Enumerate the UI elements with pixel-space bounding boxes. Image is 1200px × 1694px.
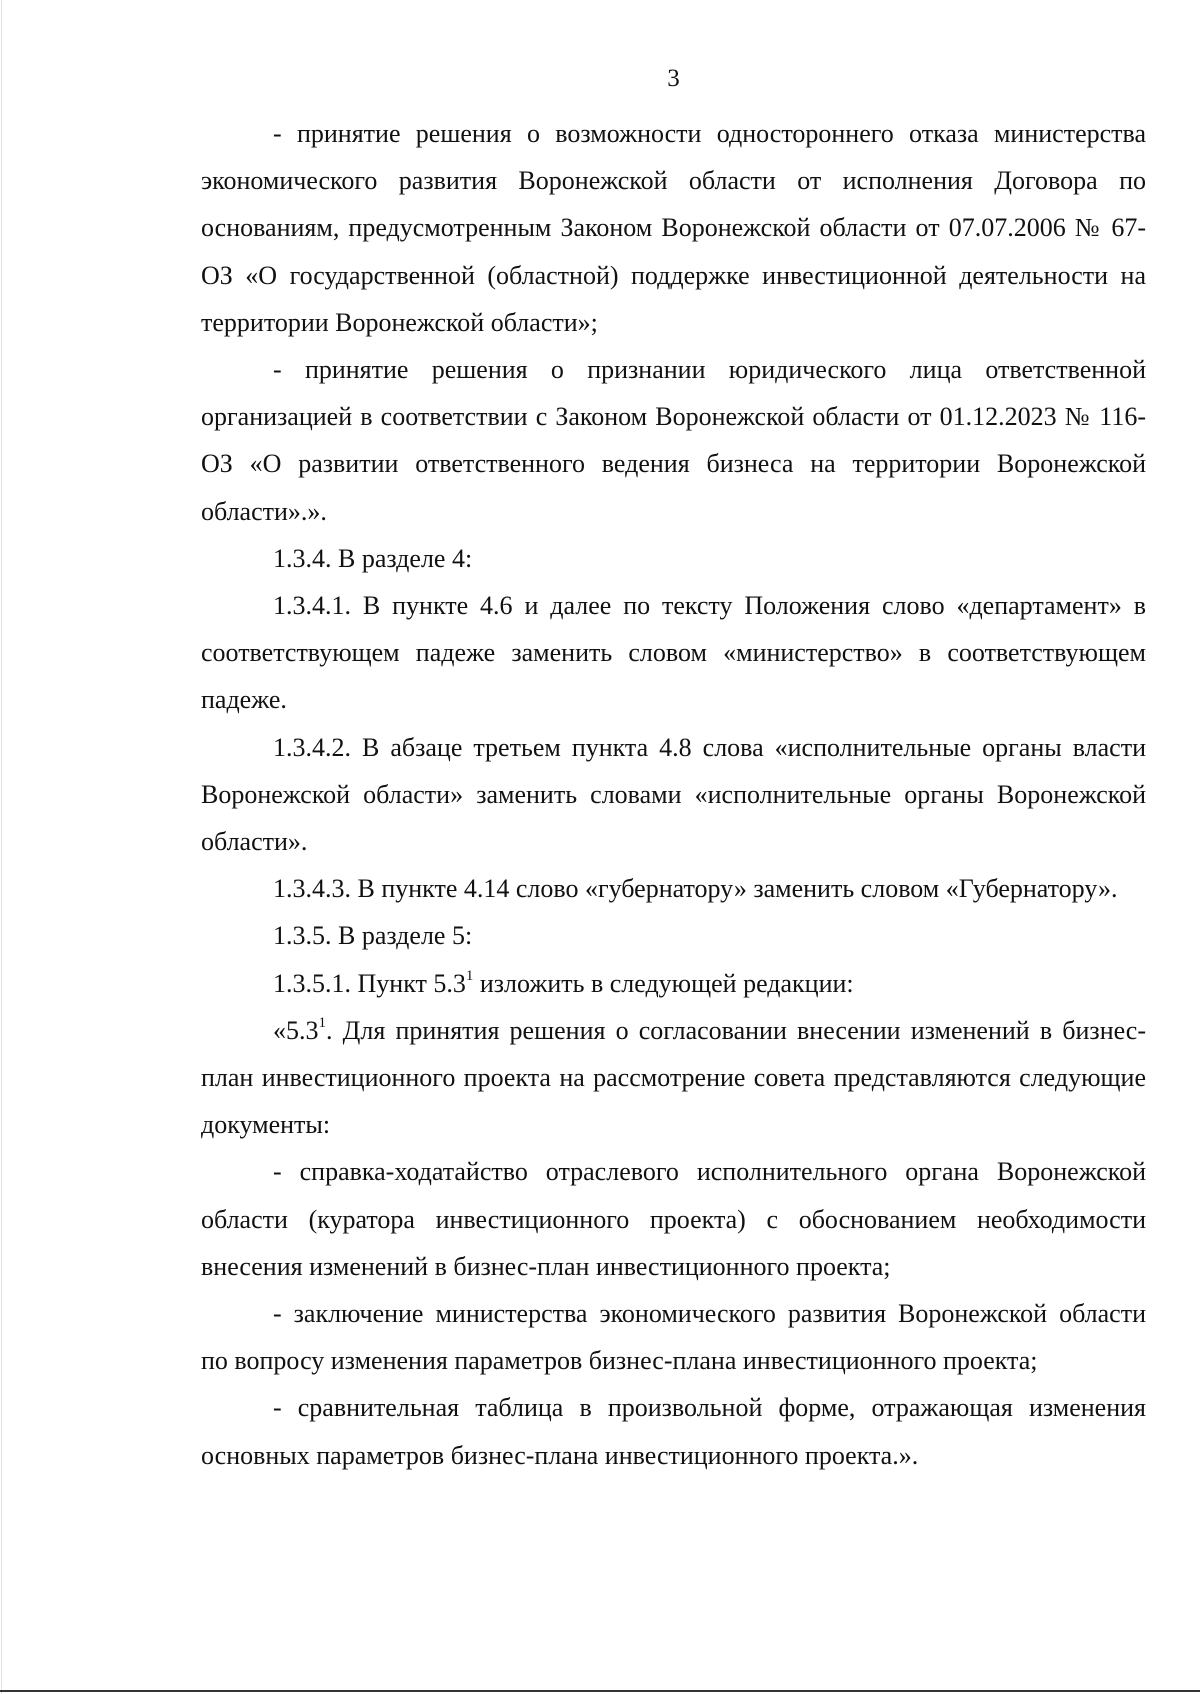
paragraph-unilateral-refusal: - принятие решения о возможности одностороннего отказа министерства экономического развития Воронежской области от исполнения Договора по основаниям, предусмотренным Законом Воронежской области от 07.07.2006 № 67-ОЗ «О государственной (областной) поддержке инвестиционной деятельности на территории Воронежской области»; — [201, 119, 1146, 337]
paragraph-4-8-amendment: 1.3.4.2. В абзаце третьем пункта 4.8 слова «исполнительные органы власти Воронежской области» заменить словами «исполнительные органы Воронежской области». — [201, 732, 1146, 857]
paragraph-section-5-heading: 1.3.5. В разделе 5: — [273, 921, 473, 951]
list-item-ministry-conclusion: - заключение министерства экономического развития Воронежской области по вопросу изменения параметров бизнес-плана инвестиционного проекта; — [201, 1299, 1146, 1376]
paragraph-5-3-text — [201, 1007, 1146, 1149]
list-item-petition: - справка-ходатайство отраслевого исполнительного органа Воронежской области (куратора инвестиционного проекта) с обоснованием необходимости внесения изменений в бизнес-план инвестиционного проекта; — [201, 1157, 1146, 1281]
paragraph-4-14-amendment: 1.3.4.3. В пункте 4.14 слово «губернатору» заменить словом «Губернатору». — [273, 874, 1118, 904]
paragraph-5-3-intro-end: изложить в следующей редакции: — [473, 968, 854, 998]
superscript-marker: 1 — [465, 968, 474, 984]
paragraph-section-4-heading: 1.3.4. В разделе 4: — [273, 543, 473, 573]
page-number: 3 — [667, 65, 680, 92]
paragraph-5-3-text-start: «5.3 — [273, 1015, 319, 1045]
paragraph-responsible-organization: - принятие решения о признании юридического лица ответственной организацией в соответствии с Законом Воронежской области от 01.12.2023 № 116-ОЗ «О развитии ответственного ведения бизнеса на территории Воронежской области».». — [201, 355, 1146, 526]
page-bottom-border — [0, 1690, 1200, 1692]
superscript-marker: 1 — [318, 1015, 326, 1032]
scan-edge-line — [1, 0, 2, 1694]
paragraph-5-3-intro — [201, 960, 1146, 1007]
paragraph-5-3-intro-start: 1.3.5.1. Пункт 5.3 — [273, 968, 466, 998]
paragraph-4-6-amendment: 1.3.4.1. В пункте 4.6 и далее по тексту Положения слово «департамент» в соответствующем падеже заменить словом «министерство» в соответствующем падеже. — [201, 591, 1146, 715]
paragraph-5-3-text-end: . Для принятия решения о согласовании внесении изменений в бизнес-план инвестиционного проекта на рассмотрение совета представляются следующие документы: — [201, 1015, 1146, 1140]
list-item-comparison-table: - сравнительная таблица в произвольной форме, отражающая изменения основных параметров бизнес-плана инвестиционного проекта.». — [201, 1393, 1146, 1470]
document-body — [201, 110, 1146, 1479]
